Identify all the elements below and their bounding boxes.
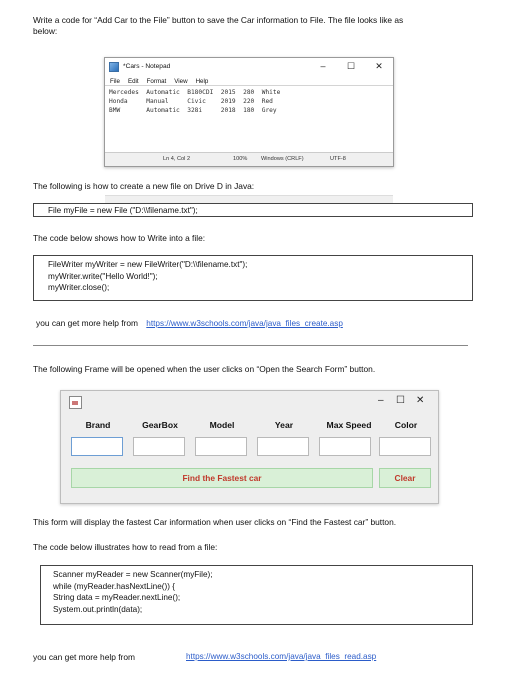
create-file-code-line: File myFile = new File ("D:\\filename.txt"); bbox=[48, 206, 198, 215]
code-line: String data = myReader.nextLine(); bbox=[53, 593, 181, 602]
form-description-text: This form will display the fastest Car information when user clicks on “Find the Fastest car” button. bbox=[33, 517, 397, 527]
label-gearbox: GearBox bbox=[142, 420, 178, 430]
label-year: Year bbox=[274, 420, 294, 430]
close-icon[interactable]: ✕ bbox=[375, 61, 383, 71]
search-form-window bbox=[60, 390, 439, 504]
code-line: while (myReader.hasNextLine()) { bbox=[53, 581, 175, 591]
model-field[interactable] bbox=[195, 437, 247, 456]
search-form-titlebar bbox=[61, 391, 438, 413]
divider bbox=[33, 345, 468, 346]
help-create bbox=[36, 318, 343, 329]
status-encoding: UTF-8 bbox=[330, 156, 346, 162]
frame-intro-text: The following Frame will be opened when the user clicks on “Open the Search Form” button. bbox=[33, 364, 376, 374]
minimize-icon[interactable]: – bbox=[378, 395, 384, 406]
help-create-link[interactable]: https://www.w3schools.com/java/java_files_create.asp bbox=[146, 319, 343, 328]
label-max-speed: Max Speed bbox=[326, 420, 372, 430]
notepad-text-area[interactable]: Mercedes Automatic B180CDI 2015 280 White Honda Manual Civic 2019 220 Red BMW Automatic 328i 2018 180 Grey bbox=[109, 89, 281, 114]
maximize-icon[interactable]: ☐ bbox=[396, 395, 405, 406]
menu-help[interactable]: Help bbox=[195, 77, 209, 85]
notepad-separator bbox=[105, 85, 393, 86]
menu-format[interactable]: Format bbox=[146, 77, 167, 85]
notepad-window bbox=[104, 57, 394, 167]
gearbox-field[interactable] bbox=[133, 437, 185, 456]
minimize-icon[interactable]: – bbox=[320, 61, 326, 71]
write-file-text: The code below shows how to Write into a file: bbox=[33, 233, 206, 243]
menu-file[interactable]: File bbox=[110, 77, 120, 85]
write-file-code bbox=[33, 255, 473, 301]
code-line: myWriter.close(); bbox=[48, 283, 110, 292]
help-read-link[interactable]: https://www.w3schools.com/java/java_files_read.asp bbox=[186, 652, 377, 661]
status-zoom: 100% bbox=[233, 156, 248, 162]
find-fastest-button[interactable]: Find the Fastest car bbox=[71, 468, 373, 488]
help-read-text: you can get more help from bbox=[33, 652, 135, 662]
max-speed-field[interactable] bbox=[319, 437, 371, 456]
notepad-statusbar bbox=[105, 152, 393, 166]
label-brand: Brand bbox=[85, 420, 111, 430]
intro-line-2: below: bbox=[33, 26, 58, 36]
maximize-icon[interactable]: ☐ bbox=[346, 61, 356, 71]
notepad-titlebar bbox=[105, 58, 393, 75]
menu-edit[interactable]: Edit bbox=[127, 77, 139, 85]
java-app-icon bbox=[69, 396, 82, 409]
year-field[interactable] bbox=[257, 437, 309, 456]
color-field[interactable] bbox=[379, 437, 431, 456]
menu-view[interactable]: View bbox=[174, 77, 188, 85]
help-create-text: you can get more help from bbox=[36, 318, 138, 328]
brand-field[interactable] bbox=[71, 437, 123, 456]
read-file-text: The code below illustrates how to read from a file: bbox=[33, 542, 218, 552]
status-line-ending: Windows (CRLF) bbox=[261, 156, 304, 162]
code-line: myWriter.write("Hello World!"); bbox=[48, 271, 158, 281]
create-file-text: The following is how to create a new file on Drive D in Java: bbox=[33, 181, 255, 191]
notepad-icon bbox=[109, 62, 119, 72]
clear-button[interactable]: Clear bbox=[379, 468, 431, 488]
close-icon[interactable]: ✕ bbox=[416, 395, 425, 406]
label-model: Model bbox=[209, 420, 235, 430]
code-line: System.out.println(data); bbox=[53, 604, 143, 614]
code-line: FileWriter myWriter = new FileWriter("D:\\filename.txt"); bbox=[48, 260, 248, 269]
intro-paragraph bbox=[33, 15, 483, 37]
notepad-title: *Cars - Notepad bbox=[123, 63, 171, 70]
code-line: Scanner myReader = new Scanner(myFile); bbox=[53, 570, 213, 579]
label-color: Color bbox=[394, 420, 418, 430]
read-file-code bbox=[40, 565, 473, 625]
intro-line-1: Write a code for “Add Car to the File” button to save the Car information to File. The file looks like as bbox=[33, 15, 404, 25]
create-file-code bbox=[33, 203, 473, 217]
status-position: Ln 4, Col 2 bbox=[163, 156, 191, 162]
